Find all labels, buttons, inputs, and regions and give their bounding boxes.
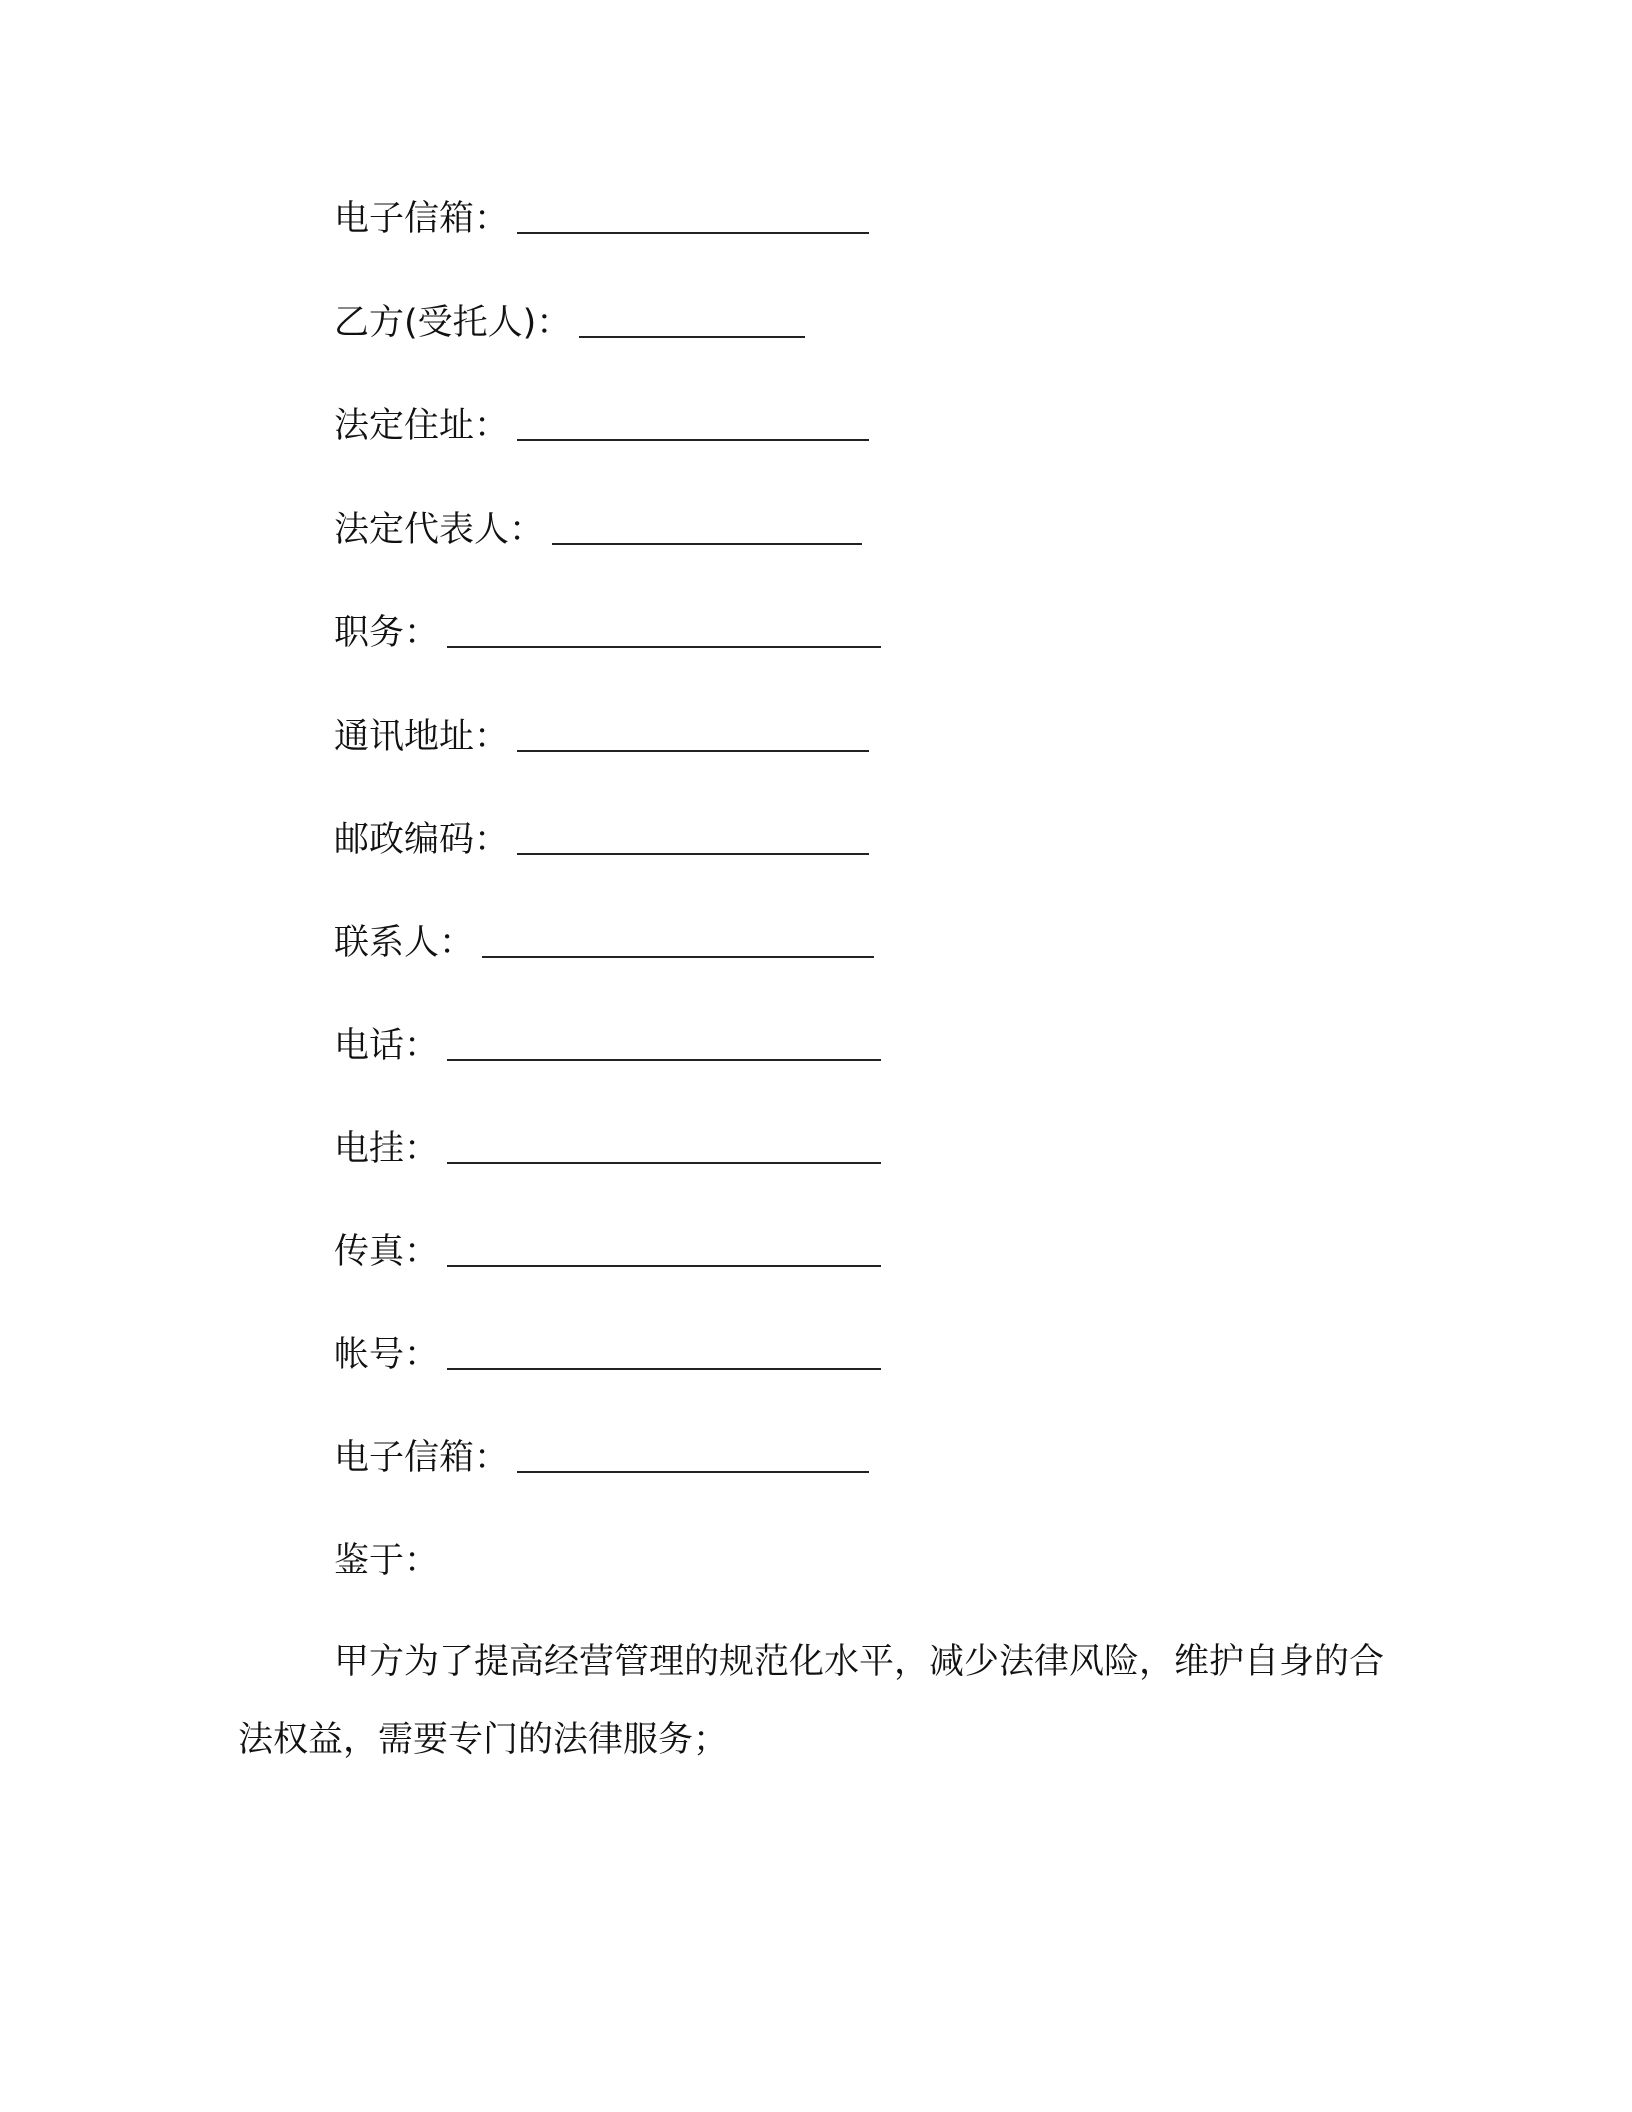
field-contact-person	[334, 910, 874, 970]
field-label: 电子信箱：	[334, 1438, 510, 1478]
field-label: 电话：	[334, 1026, 440, 1066]
blank-line	[517, 1441, 869, 1473]
body-paragraph: 甲方为了提高经营管理的规范化水平，减少法律风险，维护自身的合法权益，需要专门的法律服务；	[238, 1642, 1385, 1760]
blank-line	[447, 1235, 881, 1267]
blank-line	[447, 1132, 881, 1164]
blank-line	[517, 202, 869, 234]
blank-line	[447, 616, 881, 648]
field-mailing-address	[334, 704, 869, 764]
blank-line	[482, 926, 874, 958]
blank-line	[447, 1029, 881, 1061]
blank-line	[447, 1338, 881, 1370]
field-position	[334, 600, 881, 660]
field-legal-representative	[334, 497, 862, 557]
field-label: 邮政编码：	[334, 820, 510, 860]
field-label: 乙方(受托人)：	[334, 303, 572, 343]
field-label: 帐号：	[334, 1335, 440, 1375]
field-cable	[334, 1116, 881, 1176]
field-label: 鉴于：	[334, 1541, 440, 1581]
field-email-2	[334, 1425, 869, 1485]
field-label: 法定代表人：	[334, 510, 545, 550]
field-account	[334, 1322, 881, 1382]
field-fax	[334, 1219, 881, 1279]
field-email-1	[334, 186, 869, 246]
field-label: 通讯地址：	[334, 717, 510, 757]
field-label: 联系人：	[334, 923, 475, 963]
whereas-heading	[334, 1528, 439, 1588]
field-legal-address	[334, 393, 869, 453]
field-label: 电挂：	[334, 1129, 440, 1169]
field-telephone	[334, 1013, 881, 1073]
field-party-b	[334, 290, 805, 350]
blank-line	[517, 720, 869, 752]
blank-line	[517, 823, 869, 855]
blank-line	[517, 409, 869, 441]
field-postal-code	[334, 807, 869, 867]
blank-line	[552, 513, 862, 545]
field-label: 法定住址：	[334, 406, 510, 446]
blank-line	[579, 306, 805, 338]
field-label: 职务：	[334, 613, 440, 653]
field-label: 传真：	[334, 1232, 440, 1272]
field-label: 电子信箱：	[334, 199, 510, 239]
